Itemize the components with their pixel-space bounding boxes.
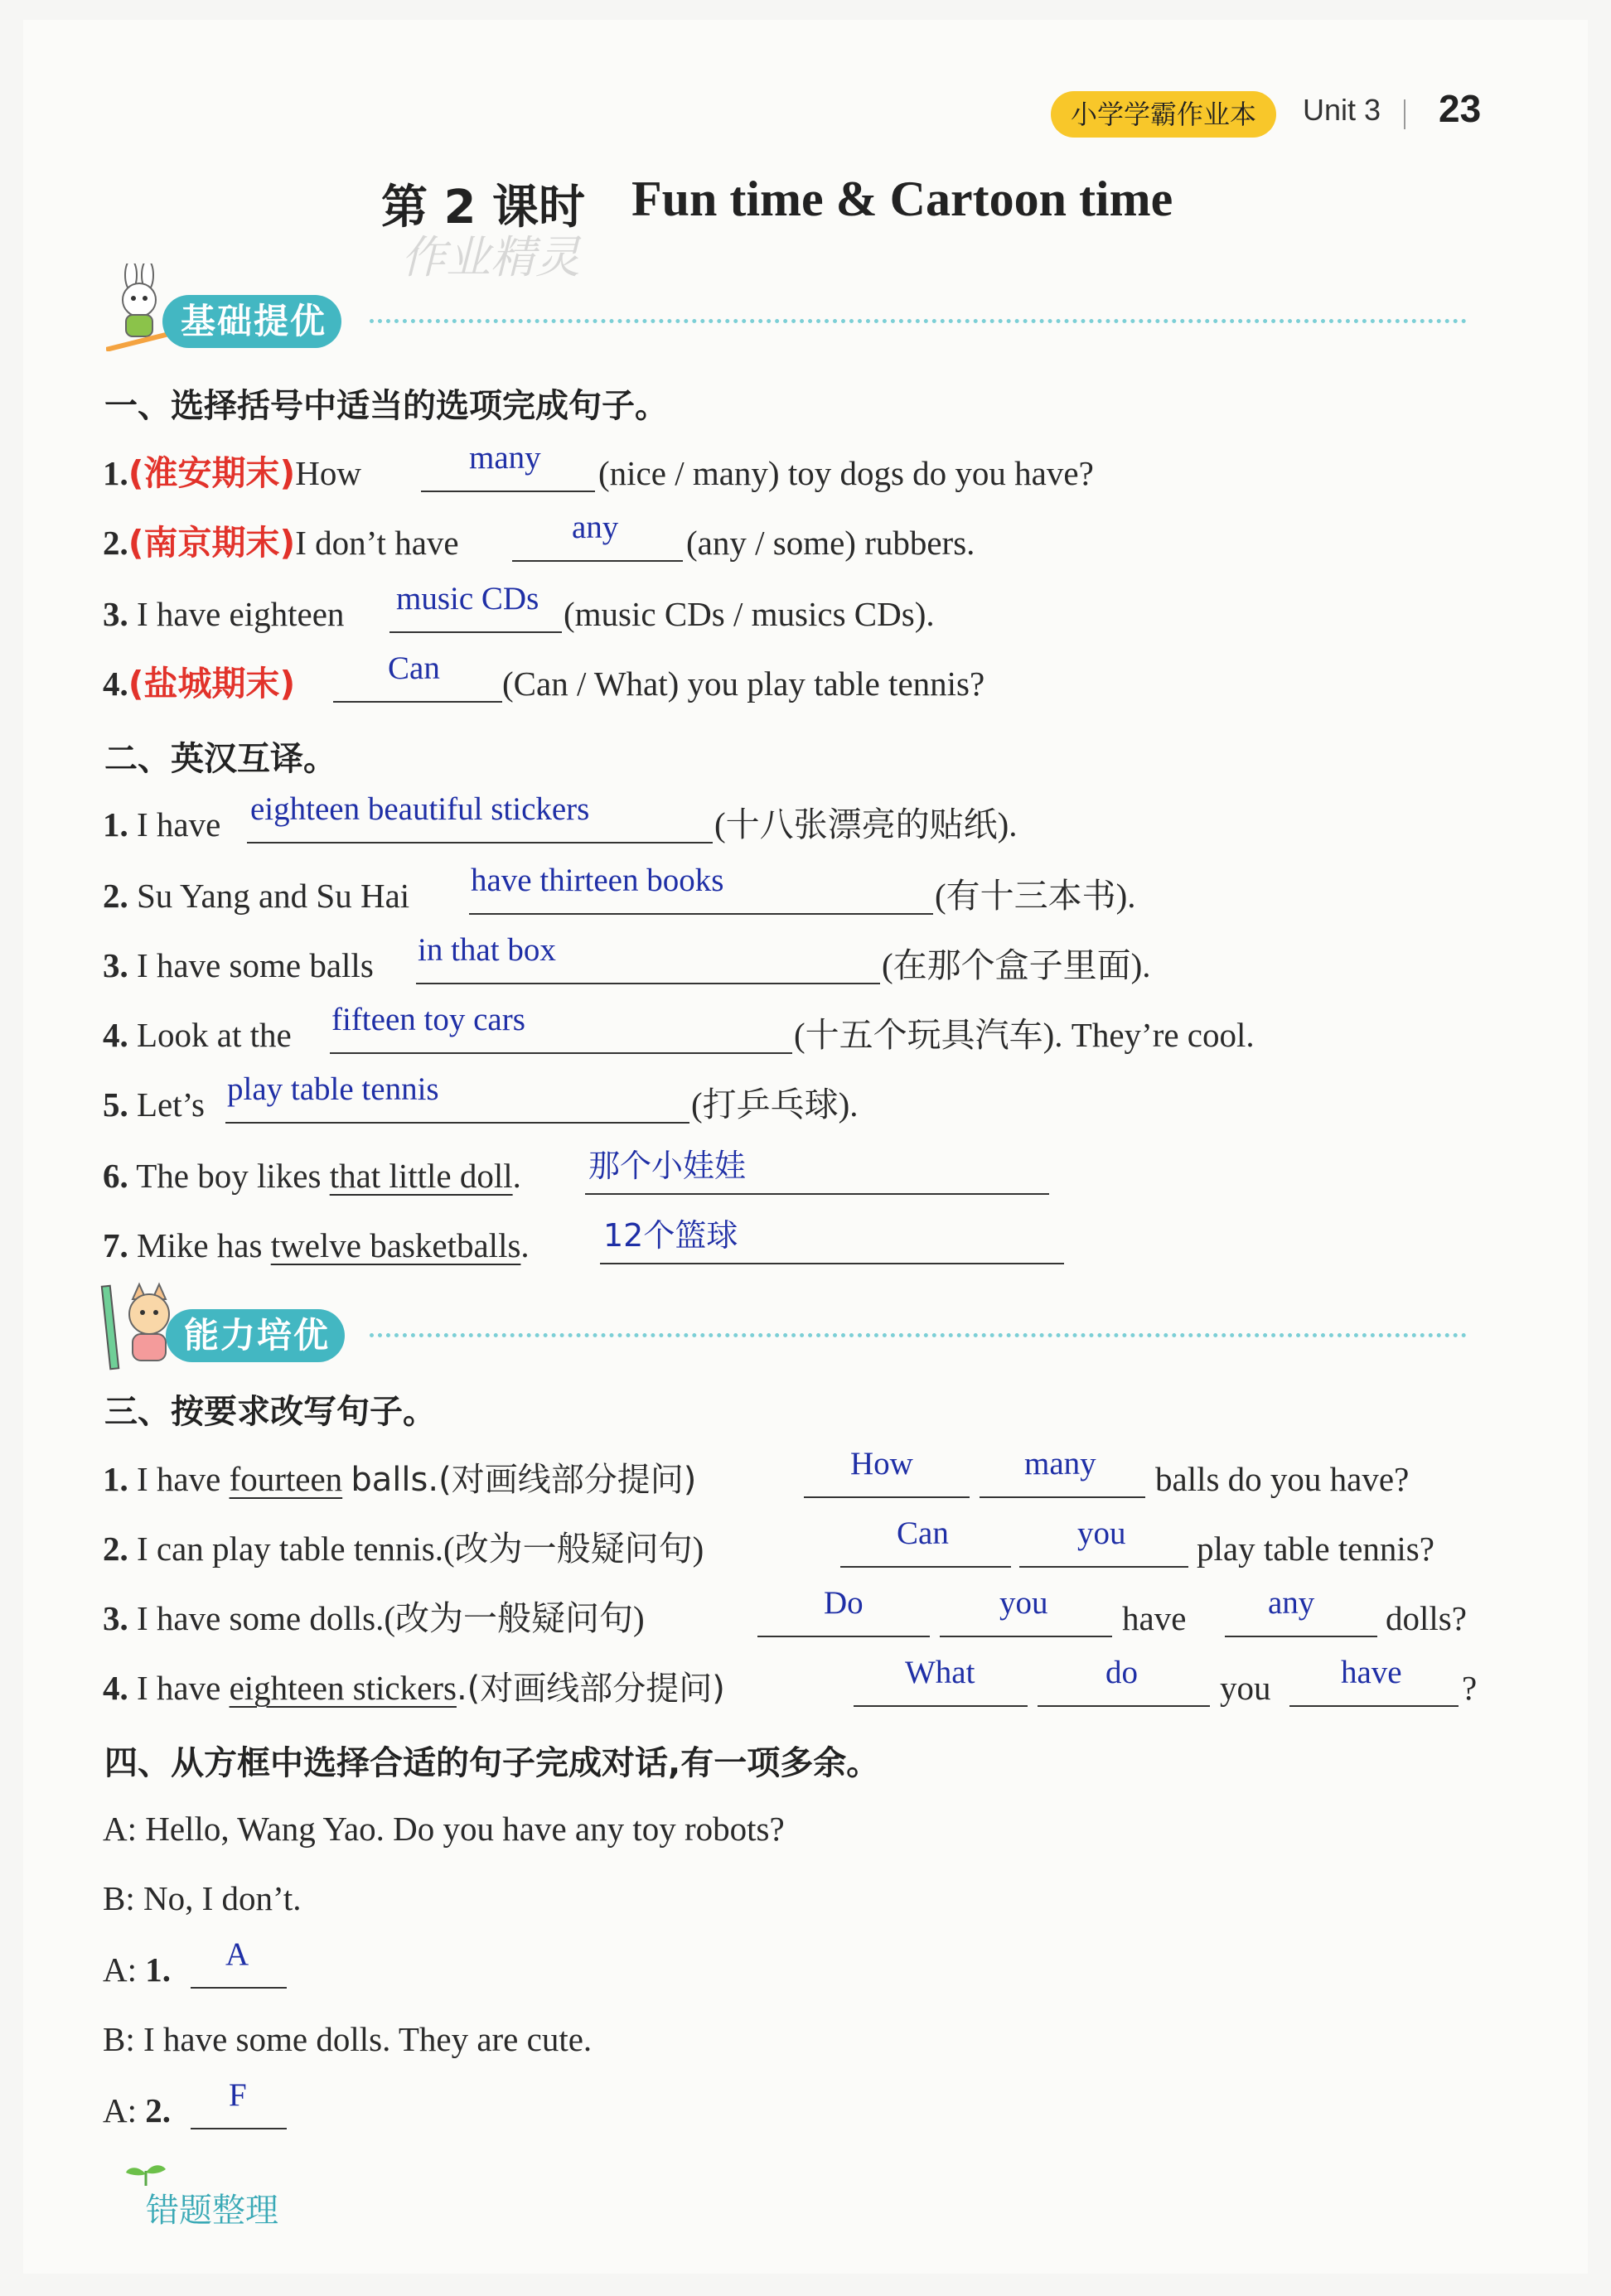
p3-item-1-blank-1[interactable] — [804, 1496, 970, 1498]
p1-item-2-after: (any / some) rubbers. — [686, 524, 975, 562]
p3-item-2-before: I can play table tennis.(改为一般疑问句) — [137, 1530, 704, 1568]
p3-item-4-num: 4. — [103, 1669, 128, 1707]
p3-item-3-blank-2[interactable] — [940, 1636, 1112, 1637]
p3-item-3-blank-1[interactable] — [757, 1636, 930, 1637]
p3-item-1-underlined: fourteen — [229, 1460, 343, 1498]
p3-item-4-before: I have — [137, 1669, 221, 1707]
p4-line-4: B: I have some dolls. They are cute. — [103, 2020, 593, 2058]
p2-item-2 — [103, 875, 409, 916]
header-badge-text: 小学学霸作业本 — [1070, 99, 1256, 130]
part3-heading: 三、按要求改写句子。 — [104, 1393, 436, 1431]
p2-item-2-blank[interactable] — [469, 913, 933, 915]
p3-item-2-blank-2[interactable] — [1019, 1566, 1188, 1568]
p2-item-5-answer: play table tennis — [227, 1071, 439, 1107]
p2-item-2-after: (有十三本书). — [935, 877, 1136, 915]
p2-item-4-num: 4. — [103, 1016, 128, 1054]
section-banner-ability-label: 能力培优 — [184, 1315, 331, 1356]
p3-item-3-blank-3[interactable] — [1225, 1636, 1377, 1637]
p3-item-2-num: 2. — [103, 1530, 128, 1568]
section-divider-dots-2 — [370, 1333, 1467, 1337]
p2-item-4-answer: fifteen toy cars — [331, 1002, 525, 1037]
p4-line-3 — [103, 1949, 171, 1990]
p1-item-3-blank[interactable] — [389, 631, 562, 633]
p2-item-3 — [103, 945, 374, 986]
p2-item-4 — [103, 1014, 292, 1056]
p4-answer-1: A — [225, 1936, 249, 1972]
p1-item-1-num: 1. — [103, 454, 128, 492]
p3-item-1-blank-2[interactable] — [980, 1496, 1145, 1498]
p3-item-4-tail: ? — [1462, 1669, 1478, 1707]
p2-item-1-answer: eighteen beautiful stickers — [250, 791, 590, 827]
p3-item-2-tail: play table tennis? — [1197, 1530, 1434, 1568]
p3-item-1-after: balls.(对画线部分提问) — [351, 1461, 697, 1499]
p2-item-5-after: (打乒乓球). — [691, 1085, 859, 1124]
p2-item-1-after: (十八张漂亮的贴纸). — [714, 805, 1018, 843]
p3-item-1-num: 1. — [103, 1460, 128, 1498]
p2-item-5-before: Let’s — [137, 1085, 205, 1124]
p4-line-2: B: No, I don’t. — [103, 1879, 302, 1917]
p2-item-7-before: Mike has — [137, 1226, 263, 1264]
p2-item-6-blank[interactable] — [585, 1193, 1049, 1195]
part4-heading: 四、从方框中选择合适的句子完成对话,有一项多余。 — [104, 1744, 880, 1782]
p4-line-1: A: Hello, Wang Yao. Do you have any toy robots? — [103, 1810, 785, 1848]
p1-item-4-answer: Can — [388, 650, 440, 686]
section-banner-basic-label: 基础提优 — [181, 301, 327, 341]
p2-item-7-end: . — [520, 1226, 530, 1264]
p3-item-3-before: I have some dolls.(改为一般疑问句) — [137, 1599, 645, 1637]
p2-item-3-answer: in that box — [418, 932, 556, 968]
header-badge — [1051, 91, 1276, 138]
p2-item-1 — [103, 804, 220, 845]
p3-item-3-tail: dolls? — [1386, 1599, 1467, 1637]
section-divider-dots — [370, 319, 1467, 323]
p3-item-4-underlined: eighteen stickers — [229, 1669, 457, 1707]
p3-item-1-tail: balls do you have? — [1155, 1460, 1410, 1498]
p3-item-4-mid: you — [1220, 1669, 1271, 1707]
p2-item-3-blank[interactable] — [416, 983, 880, 984]
p2-item-5-blank[interactable] — [225, 1122, 689, 1124]
watermark: 作业精灵 — [401, 231, 580, 283]
lesson-title: Fun time & Cartoon time — [631, 172, 1173, 226]
p2-item-1-before: I have — [137, 805, 221, 843]
p3-item-1-answer-1: How — [850, 1446, 913, 1482]
p3-item-4-blank-2[interactable] — [1038, 1705, 1210, 1707]
p1-item-2-num: 2. — [103, 524, 128, 562]
p3-item-3-mid: have — [1122, 1599, 1187, 1637]
p1-item-1-before: How — [295, 454, 361, 492]
p2-item-7-blank[interactable] — [600, 1263, 1064, 1264]
p1-item-4-after: (Can / What) you play table tennis? — [502, 665, 985, 703]
p3-item-3 — [103, 1598, 645, 1639]
p4-blank-2[interactable] — [191, 2128, 287, 2129]
p2-item-3-num: 3. — [103, 946, 128, 984]
p1-item-4-num: 4. — [103, 665, 128, 703]
p3-item-4 — [103, 1667, 725, 1709]
p3-item-2 — [103, 1528, 704, 1569]
p1-item-1-answer: many — [469, 440, 541, 476]
p1-item-3-before: I have eighteen — [137, 595, 345, 633]
p3-item-4-answer-2: do — [1105, 1655, 1138, 1690]
p2-item-3-before: I have some balls — [137, 946, 374, 984]
p2-item-2-num: 2. — [103, 877, 128, 915]
footer-label: 错题整理 — [146, 2192, 278, 2230]
p1-item-4-blank[interactable] — [333, 701, 502, 703]
p2-item-7 — [103, 1225, 530, 1266]
p3-item-4-after: .(对画线部分提问) — [456, 1670, 725, 1708]
p1-item-1 — [103, 452, 361, 494]
p1-item-2-answer: any — [572, 510, 619, 545]
p4-blank-1[interactable] — [191, 1987, 287, 1989]
p3-item-4-answer-3: have — [1341, 1655, 1402, 1690]
p3-item-4-answer-1: What — [905, 1655, 975, 1690]
p3-item-3-answer-3: any — [1268, 1585, 1315, 1621]
p3-item-3-answer-2: you — [999, 1585, 1048, 1621]
lesson-label: 第 2 课时 — [381, 181, 585, 234]
p3-item-2-answer-1: Can — [897, 1515, 949, 1551]
p1-item-2-blank[interactable] — [512, 560, 683, 562]
p3-item-3-num: 3. — [103, 1599, 128, 1637]
p1-item-3-answer: music CDs — [396, 581, 539, 616]
p1-item-3-after: (music CDs / musics CDs). — [564, 595, 935, 633]
p2-item-6-before: The boy likes — [136, 1157, 322, 1195]
p1-item-1-after: (nice / many) toy dogs do you have? — [598, 454, 1094, 492]
p4-answer-2: F — [229, 2077, 247, 2113]
p3-item-1 — [103, 1458, 696, 1501]
p2-item-1-blank[interactable] — [247, 842, 713, 843]
section-banner-basic — [162, 295, 341, 348]
p3-item-2-answer-2: you — [1077, 1515, 1126, 1551]
p1-item-2-tag: (南京期末) — [128, 523, 296, 563]
section-banner-ability — [166, 1309, 345, 1362]
p3-item-2-blank-1[interactable] — [840, 1566, 1011, 1568]
p4-line-5 — [103, 2090, 171, 2131]
p2-item-5 — [103, 1084, 205, 1125]
part1-heading: 一、选择括号中适当的选项完成句子。 — [104, 387, 668, 425]
p1-item-2-before: I don’t have — [295, 524, 459, 562]
p4-line-5-speaker: A: — [103, 2091, 137, 2129]
p2-item-6-end: . — [512, 1157, 521, 1195]
p2-item-6 — [103, 1155, 521, 1196]
p1-item-3 — [103, 593, 344, 635]
p2-item-6-num: 6. — [103, 1157, 128, 1195]
header-unit: Unit 3 — [1303, 93, 1381, 127]
p4-line-5-num: 2. — [145, 2091, 171, 2129]
p2-item-4-after: (十五个玩具汽车). They’re cool. — [794, 1016, 1255, 1054]
p2-item-3-after: (在那个盒子里面). — [882, 946, 1151, 984]
p2-item-4-blank[interactable] — [330, 1052, 792, 1054]
p1-item-3-num: 3. — [103, 595, 128, 633]
worksheet-page — [23, 20, 1588, 2274]
p3-item-4-blank-3[interactable] — [1289, 1705, 1459, 1707]
p1-item-1-tag: (淮安期末) — [128, 453, 296, 493]
p1-item-2 — [103, 522, 459, 563]
p3-item-1-answer-2: many — [1024, 1446, 1096, 1482]
p1-item-1-blank[interactable] — [421, 491, 595, 492]
p2-item-4-before: Look at the — [137, 1016, 292, 1054]
p2-item-6-answer: 那个小娃娃 — [588, 1148, 747, 1184]
part2-heading: 二、英汉互译。 — [104, 740, 336, 778]
header-divider — [1404, 99, 1405, 129]
p2-item-5-num: 5. — [103, 1085, 128, 1124]
p1-item-4-tag: (盐城期末) — [128, 664, 296, 703]
p2-item-2-before: Su Yang and Su Hai — [137, 877, 410, 915]
p4-line-3-num: 1. — [145, 1950, 171, 1989]
p2-item-7-num: 7. — [103, 1226, 128, 1264]
p2-item-2-answer: have thirteen books — [471, 863, 724, 898]
p3-item-1-before: I have — [137, 1460, 221, 1498]
p2-item-7-underlined: twelve basketballs — [270, 1226, 521, 1264]
p2-item-6-underlined: that little doll — [329, 1157, 513, 1195]
p4-line-3-speaker: A: — [103, 1950, 137, 1989]
p1-item-4 — [103, 663, 295, 704]
p3-item-3-answer-1: Do — [824, 1585, 864, 1621]
p2-item-1-num: 1. — [103, 805, 128, 843]
p3-item-4-blank-1[interactable] — [854, 1705, 1028, 1707]
page-number: 23 — [1439, 87, 1482, 130]
p2-item-7-answer: 12个篮球 — [603, 1217, 738, 1254]
